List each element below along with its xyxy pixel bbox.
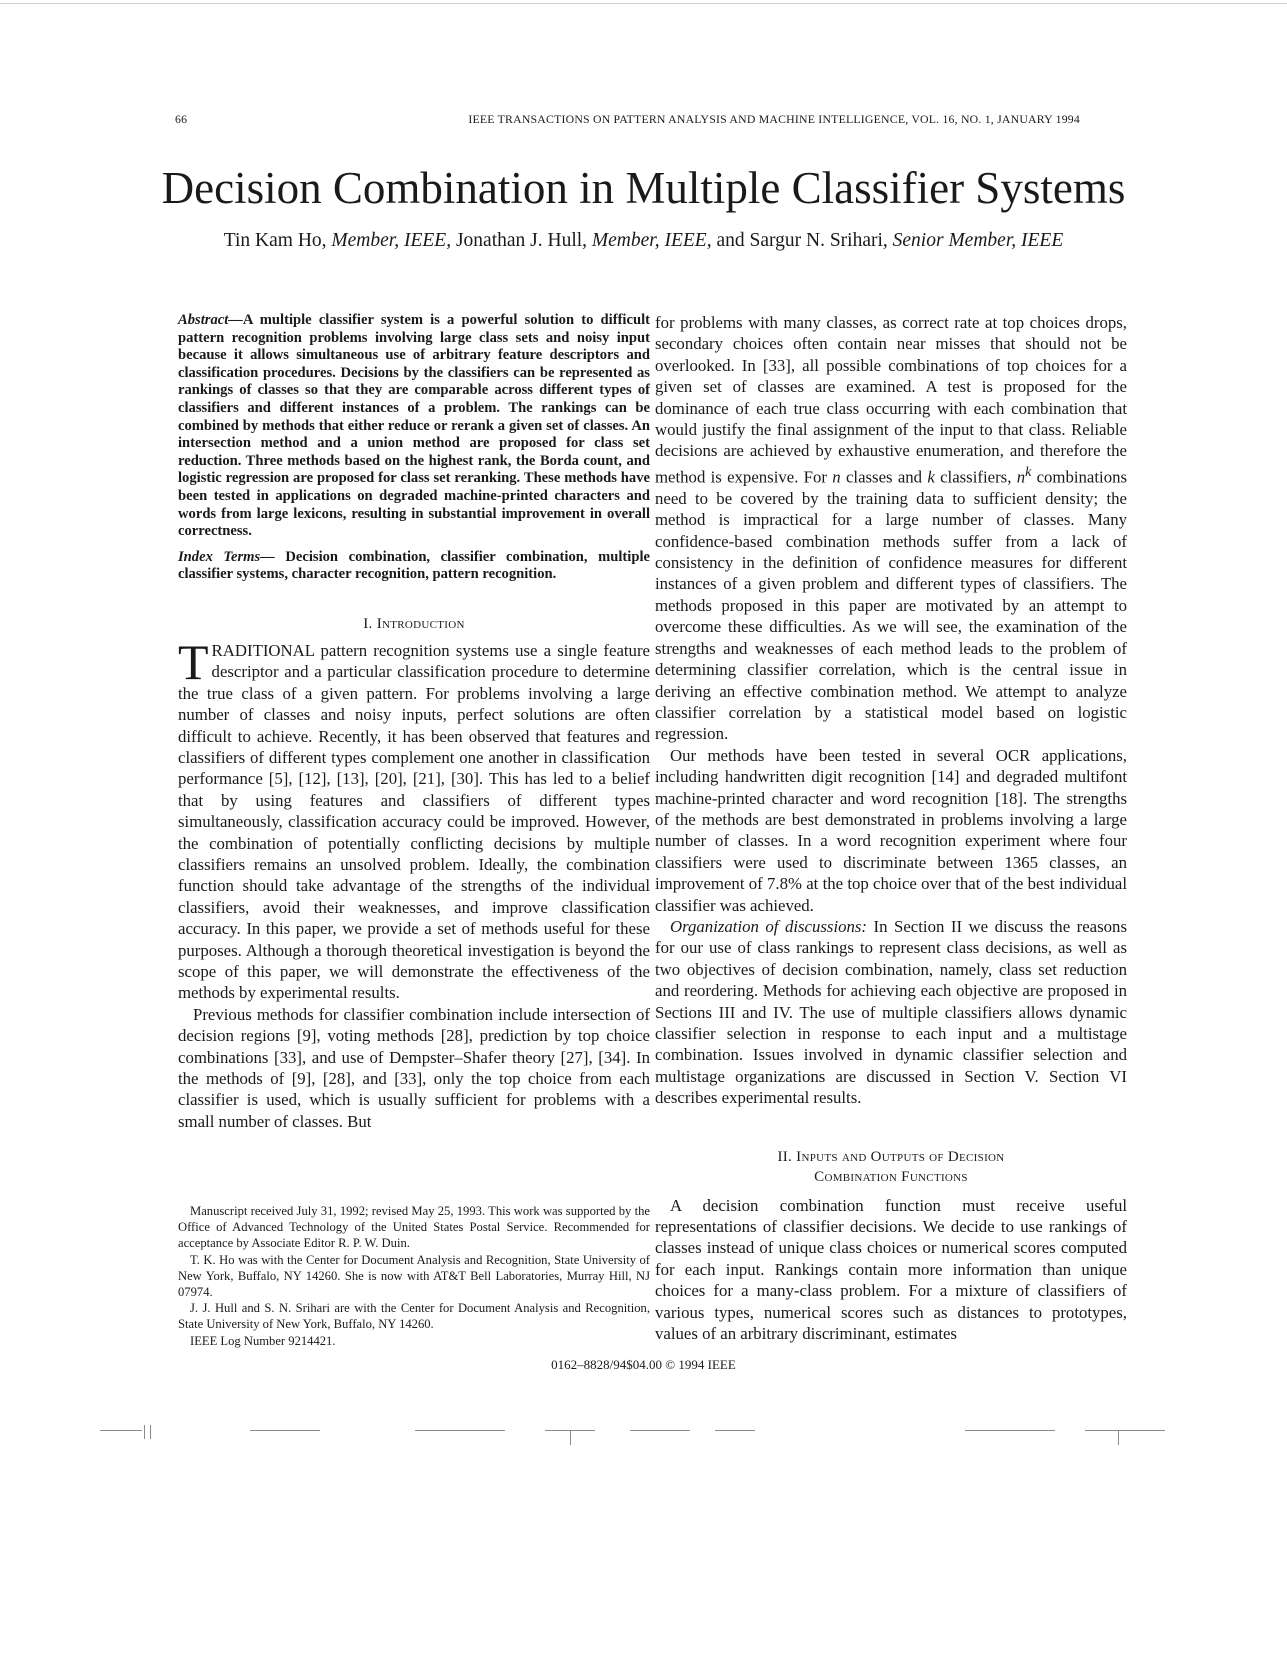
var-k: k xyxy=(927,467,935,487)
footnote-log-number: IEEE Log Number 9214421. xyxy=(190,1333,336,1348)
scan-artifact-tick xyxy=(150,1425,151,1439)
intro-paragraph-3 xyxy=(655,312,1127,745)
section-1-heading xyxy=(178,614,650,634)
page-number: 66 xyxy=(175,112,188,126)
section-2-heading xyxy=(655,1147,1127,1187)
scan-artifact-line xyxy=(415,1430,505,1431)
journal-header: IEEE TRANSACTIONS ON PATTERN ANALYSIS AND MACHINE INTELLIGENCE, VOL. 16, NO. 1, JANUARY 1994 xyxy=(468,112,1080,126)
section-1-title: Introduction xyxy=(376,615,465,632)
section-2-paragraph-1: A decision combination function must receive useful representations of classifier decisions. We decide to use rankings of classes instead of unique class choices or numerical scores computed for each input. Rankings contain more information than unique choices for a many-class problem. For a mixture of classifiers of various types, numerical scores such as distances to prototypes, values of an arbitrary discriminant, estimates xyxy=(655,1195,1127,1344)
scan-artifact-line xyxy=(250,1430,320,1431)
var-n: n xyxy=(832,467,841,487)
abstract xyxy=(178,312,650,541)
left-column xyxy=(178,312,650,1132)
index-terms xyxy=(178,549,650,584)
intro-paragraph-1-text: RADITIONAL pattern recognition systems use a single feature descriptor and a particular classification procedure to determine the true class of a given pattern. For problems involving a large number of classes and noisy inputs, perfect solutions are often difficult to achieve. Recently, it has been observed that features and classifiers of different types complement one another in classification performance [5], [12], [13], [20], [21], [30]. This has led to a belief that by using features and classifiers of different types simultaneously, classification accuracy could be improved. However, the combination of potentially conflicting decisions by multiple classifiers remains an unsolved problem. Ideally, the combination function should take advantage of the strengths of the individual classifiers, avoid their weaknesses, and improve classification accuracy. In this paper, we provide a set of methods useful for these purposes. Although a thorough theoretical investigation is beyond the scope of this paper, we will demonstrate the effectiveness of the methods by experimental results. xyxy=(178,640,650,1003)
scan-artifact-line xyxy=(1085,1430,1165,1431)
author-srihari: Sargur N. Srihari, xyxy=(749,230,888,251)
footnote-hull-srihari: J. J. Hull and S. N. Srihari are with the Center for Document Analysis and Recognition, State University of New York, Buffalo, NY 14260. xyxy=(178,1301,650,1332)
var-k-exponent: k xyxy=(1025,464,1032,480)
var-n-power-base: n xyxy=(1016,467,1026,487)
p3-text-d: combinations need to be covered by the training data to sufficient density; the method is impractical for a large number of classes. Many confidence-based combination methods suffer from a lack of consistency in the definition of confidence measures for different instances of a given problem and different types of classifiers. The methods proposed in this paper are motivated by an attempt to overcome these difficulties. As we will see, the examination of the strengths and weaknesses of each method leads to the problem of determining classifier correlation, which is the central issue in deriving an effective combination method. We attempt to analyze classifier correlation by a statistical model based on logistic regression. xyxy=(655,467,1128,744)
p3-text-c: classifiers, xyxy=(934,467,1017,487)
author-ho: Tin Kam Ho, xyxy=(223,230,327,251)
author-ho-role: Member, IEEE, xyxy=(331,230,452,251)
section-2-numeral: II. xyxy=(777,1148,793,1165)
footnotes xyxy=(178,1203,650,1349)
p3-text-a: for problems with many classes, as correct rate at top choices drops, secondary choices often contain near misses that should not be overlooked. In [33], all possible combinations of top choices for a given set of classes are examined. A test is proposed for the dominance of each true class occurring with each combination that would justify the final assignment of the input to that class. Reliable decisions are achieved by exhaustive enumeration, and therefore the method is expensive. For xyxy=(655,313,1127,487)
paper-title: Decision Combination in Multiple Classifier Systems xyxy=(161,163,1126,213)
scan-artifact-line xyxy=(715,1430,755,1431)
index-terms-text: Decision combination, classifier combination, multiple classifier systems, character recognition, pattern recognition. xyxy=(178,548,650,583)
organization-label: Organization of discussions: xyxy=(670,916,868,936)
index-terms-label: Index Terms— xyxy=(178,548,275,565)
intro-paragraph-5-text: In Section II we discuss the reasons for our use of class rankings to represent class decisions, as well as two objectives of decision combination, namely, class set reduction and reordering. Methods for achieving each objective are proposed in Sections III and IV. The use of multiple classifiers allows dynamic classifier selection in response to each input and a multistage combination. Issues involved in dynamic classifier selection and multistage organizations are discussed in Section V. Section VI describes experimental results. xyxy=(655,916,1127,1108)
author-hull-role: Member, IEEE, xyxy=(591,230,712,251)
abstract-label: Abstract— xyxy=(178,312,243,328)
copyright-line: 0162–8828/94$04.00 © 1994 IEEE xyxy=(551,1357,736,1372)
scan-artifact-tick xyxy=(570,1430,571,1445)
author-srihari-role: Senior Member, IEEE xyxy=(892,230,1064,251)
scan-artifact-line xyxy=(630,1430,690,1431)
scan-artifact-line xyxy=(965,1430,1055,1431)
footnote-ho: T. K. Ho was with the Center for Document Analysis and Recognition, State University of New York, Buffalo, NY 14260. She is now with AT&T Bell Laboratories, Murray Hill, NJ 07974. xyxy=(178,1252,650,1300)
running-header xyxy=(175,112,1080,132)
intro-paragraph-4: Our methods have been tested in several OCR applications, including handwritten digit recognition [14] and degraded multifont machine-printed character and word recognition [18]. The strengths of the methods are best demonstrated in problems involving a large number of classes. In a word recognition experiment where four classifiers were used to discriminate between 1365 classes, an improvement of 7.8% at the top choice over that of the best individual classifier was achieved. xyxy=(655,745,1127,915)
p3-text-b: classes and xyxy=(840,467,928,487)
scan-artifact-tick xyxy=(144,1425,145,1439)
author-hull: Jonathan J. Hull, xyxy=(455,230,588,251)
section-2-title-line-1: Inputs and Outputs of Decision xyxy=(796,1148,1005,1165)
author-conjunction: and xyxy=(716,230,745,251)
intro-paragraph-5 xyxy=(655,916,1127,1109)
intro-paragraph-1 xyxy=(178,633,650,1004)
scan-artifact-line xyxy=(100,1430,142,1431)
section-1-numeral: I. xyxy=(363,615,373,632)
footnote-manuscript: Manuscript received July 31, 1992; revised May 25, 1993. This work was supported by the Office of Advanced Technology of the United States Postal Service. Recommended for acceptance by Associate Editor R. P. W. Duin. xyxy=(178,1204,650,1251)
scan-edge-line xyxy=(0,3,1287,4)
scan-artifact-tick xyxy=(1118,1430,1119,1445)
drop-cap: T xyxy=(178,633,209,690)
abstract-text: A multiple classifier system is a powerful solution to difficult pattern recognition problems involving large class sets and noisy input because it allows simultaneous use of arbitrary feature descriptors and classification procedures. Decisions by the classifiers can be represented as rankings of classes so that they are comparable across different types of classifiers and different instances of a problem. The rankings can be combined by methods that either reduce or rerank a given set of classes. An intersection method and a union method are proposed for class set reduction. Three methods based on the highest rank, the Borda count, and logistic regression are proposed for class set reranking. These methods have been tested in applications on degraded machine-printed characters and words from large lexicons, resulting in substantial improvement in overall correctness. xyxy=(178,312,650,540)
author-line xyxy=(0,228,1287,254)
intro-paragraph-2: Previous methods for classifier combination include intersection of decision regions [9], voting methods [28], prediction by top choice combinations [33], and use of Dempster–Shafer theory [27], [34]. In the methods of [9], [28], and [33], only the top choice from each classifier is used, which is usually sufficient for problems with a small number of classes. But xyxy=(178,1004,650,1131)
right-column xyxy=(655,312,1127,1344)
section-2-title-line-2: Combination Functions xyxy=(814,1168,968,1185)
